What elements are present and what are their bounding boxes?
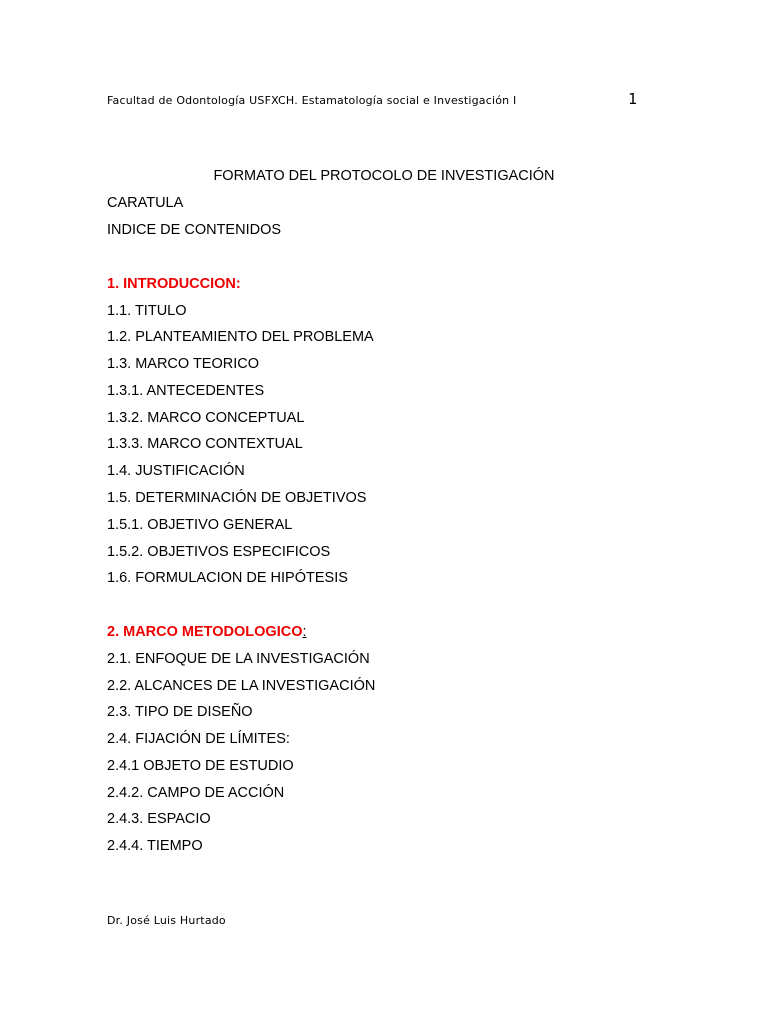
section-1-item: 1.5.2. OBJETIVOS ESPECIFICOS — [107, 544, 331, 560]
section-2-item: 2.4. FIJACIÓN DE LÍMITES: — [107, 731, 290, 747]
section-2-item: 2.2. ALCANCES DE LA INVESTIGACIÓN — [107, 678, 376, 694]
page-footer: Dr. José Luis Hurtado — [107, 914, 226, 927]
section-1-item: 1.2. PLANTEAMIENTO DEL PROBLEMA — [107, 329, 374, 345]
section-1-item: 1.3.2. MARCO CONCEPTUAL — [107, 410, 305, 426]
section-1-item: 1.1. TITULO — [107, 303, 187, 319]
front-matter-caratula: CARATULA — [107, 195, 184, 211]
section-2-heading: 2. MARCO METODOLOGICO — [107, 624, 303, 640]
section-1-item: 1.5. DETERMINACIÓN DE OBJETIVOS — [107, 490, 367, 506]
section-2-heading-colon: : — [302, 624, 307, 640]
section-1-heading: 1. INTRODUCCION: — [107, 276, 241, 292]
section-1-item: 1.4. JUSTIFICACIÓN — [107, 463, 245, 479]
section-1-item: 1.3. MARCO TEORICO — [107, 356, 260, 372]
section-2-item: 2.4.2. CAMPO DE ACCIÓN — [107, 785, 285, 801]
section-1-item: 1.3.1. ANTECEDENTES — [107, 383, 265, 399]
section-2-item: 2.4.1 OBJETO DE ESTUDIO — [107, 758, 294, 774]
document-title: FORMATO DEL PROTOCOLO DE INVESTIGACIÓN — [213, 168, 555, 184]
section-1-item: 1.3.3. MARCO CONTEXTUAL — [107, 436, 303, 452]
section-1-item: 1.5.1. OBJETIVO GENERAL — [107, 517, 293, 533]
header-text: Facultad de Odontología USFXCH. Estamatología social e Investigación I — [107, 94, 517, 107]
section-1-item: 1.6. FORMULACION DE HIPÓTESIS — [107, 570, 348, 586]
page-number: 1 — [628, 90, 638, 108]
section-2-heading-line — [107, 624, 307, 640]
section-2-item: 2.1. ENFOQUE DE LA INVESTIGACIÓN — [107, 651, 370, 667]
front-matter-indice: INDICE DE CONTENIDOS — [107, 222, 282, 238]
section-2-item: 2.3. TIPO DE DISEÑO — [107, 704, 253, 720]
section-2-item: 2.4.3. ESPACIO — [107, 811, 211, 827]
section-2-item: 2.4.4. TIEMPO — [107, 838, 203, 854]
